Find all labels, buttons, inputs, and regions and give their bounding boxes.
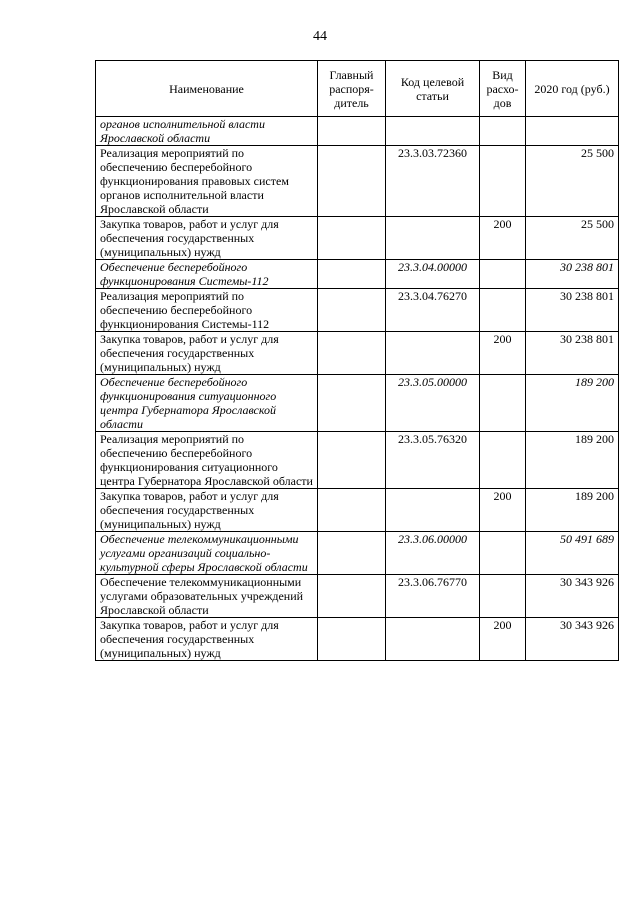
table-row — [96, 575, 619, 618]
cell-code: 23.3.04.76270 — [386, 289, 480, 332]
cell-type — [480, 432, 526, 489]
cell-admin — [318, 332, 386, 375]
table-row — [96, 375, 619, 432]
cell-name: органов исполнительной власти Ярославской области — [96, 117, 318, 146]
cell-code: 23.3.05.00000 — [386, 375, 480, 432]
table-row — [96, 432, 619, 489]
cell-admin — [318, 489, 386, 532]
cell-code — [386, 117, 480, 146]
cell-type: 200 — [480, 332, 526, 375]
table-row — [96, 146, 619, 217]
cell-amount: 25 500 — [526, 217, 619, 260]
cell-admin — [318, 117, 386, 146]
cell-name: Реализация мероприятий по обеспечению бесперебойного функционирования правовых систем органов исполнительной власти Ярославской области — [96, 146, 318, 217]
cell-name: Закупка товаров, работ и услуг для обеспечения государственных (муниципальных) нужд — [96, 618, 318, 661]
cell-admin — [318, 532, 386, 575]
cell-type: 200 — [480, 618, 526, 661]
cell-name: Закупка товаров, работ и услуг для обеспечения государственных (муниципальных) нужд — [96, 489, 318, 532]
cell-amount: 30 238 801 — [526, 260, 619, 289]
cell-amount: 50 491 689 — [526, 532, 619, 575]
table-row — [96, 332, 619, 375]
cell-name: Реализация мероприятий по обеспечению бесперебойного функционирования Системы-112 — [96, 289, 318, 332]
cell-code: 23.3.04.00000 — [386, 260, 480, 289]
cell-type: 200 — [480, 489, 526, 532]
cell-name: Обеспечение телекоммуникационными услугами организаций социально-культурной сферы Ярославской области — [96, 532, 318, 575]
page-number: 44 — [313, 29, 327, 44]
cell-admin — [318, 289, 386, 332]
cell-admin — [318, 432, 386, 489]
cell-type — [480, 289, 526, 332]
table-row — [96, 618, 619, 661]
table-row — [96, 489, 619, 532]
cell-amount: 189 200 — [526, 432, 619, 489]
table-row — [96, 217, 619, 260]
cell-type — [480, 260, 526, 289]
header-name: Наименование — [96, 61, 318, 117]
cell-code — [386, 217, 480, 260]
cell-amount: 189 200 — [526, 489, 619, 532]
cell-amount: 30 343 926 — [526, 575, 619, 618]
cell-type — [480, 117, 526, 146]
cell-code — [386, 618, 480, 661]
cell-admin — [318, 575, 386, 618]
cell-admin — [318, 217, 386, 260]
cell-code: 23.3.06.76770 — [386, 575, 480, 618]
table-body — [96, 117, 619, 661]
table-row — [96, 260, 619, 289]
cell-type — [480, 575, 526, 618]
cell-code: 23.3.03.72360 — [386, 146, 480, 217]
cell-code — [386, 332, 480, 375]
cell-admin — [318, 618, 386, 661]
cell-code — [386, 489, 480, 532]
cell-amount: 30 238 801 — [526, 332, 619, 375]
header-code: Код целевой статьи — [386, 61, 480, 117]
cell-code: 23.3.05.76320 — [386, 432, 480, 489]
table-header-row — [96, 61, 619, 117]
cell-amount — [526, 117, 619, 146]
header-amount: 2020 год (руб.) — [526, 61, 619, 117]
cell-name: Обеспечение бесперебойного функционирования Системы-112 — [96, 260, 318, 289]
cell-name: Закупка товаров, работ и услуг для обеспечения государственных (муниципальных) нужд — [96, 217, 318, 260]
table-row — [96, 289, 619, 332]
header-type: Вид расхо-дов — [480, 61, 526, 117]
table-row — [96, 532, 619, 575]
cell-name: Обеспечение телекоммуникационными услугами образовательных учреждений Ярославской области — [96, 575, 318, 618]
cell-admin — [318, 146, 386, 217]
cell-amount: 30 343 926 — [526, 618, 619, 661]
cell-name: Закупка товаров, работ и услуг для обеспечения государственных (муниципальных) нужд — [96, 332, 318, 375]
cell-name: Обеспечение бесперебойного функционирования ситуационного центра Губернатора Ярославской области — [96, 375, 318, 432]
cell-type — [480, 375, 526, 432]
header-admin: Главный распоря-дитель — [318, 61, 386, 117]
budget-table — [95, 60, 619, 661]
cell-admin — [318, 375, 386, 432]
cell-amount: 30 238 801 — [526, 289, 619, 332]
cell-admin — [318, 260, 386, 289]
table-row — [96, 117, 619, 146]
cell-amount: 25 500 — [526, 146, 619, 217]
cell-type: 200 — [480, 217, 526, 260]
cell-type — [480, 146, 526, 217]
cell-name: Реализация мероприятий по обеспечению бесперебойного функционирования ситуационного центра Губернатора Ярославской области — [96, 432, 318, 489]
cell-code: 23.3.06.00000 — [386, 532, 480, 575]
cell-amount: 189 200 — [526, 375, 619, 432]
cell-type — [480, 532, 526, 575]
